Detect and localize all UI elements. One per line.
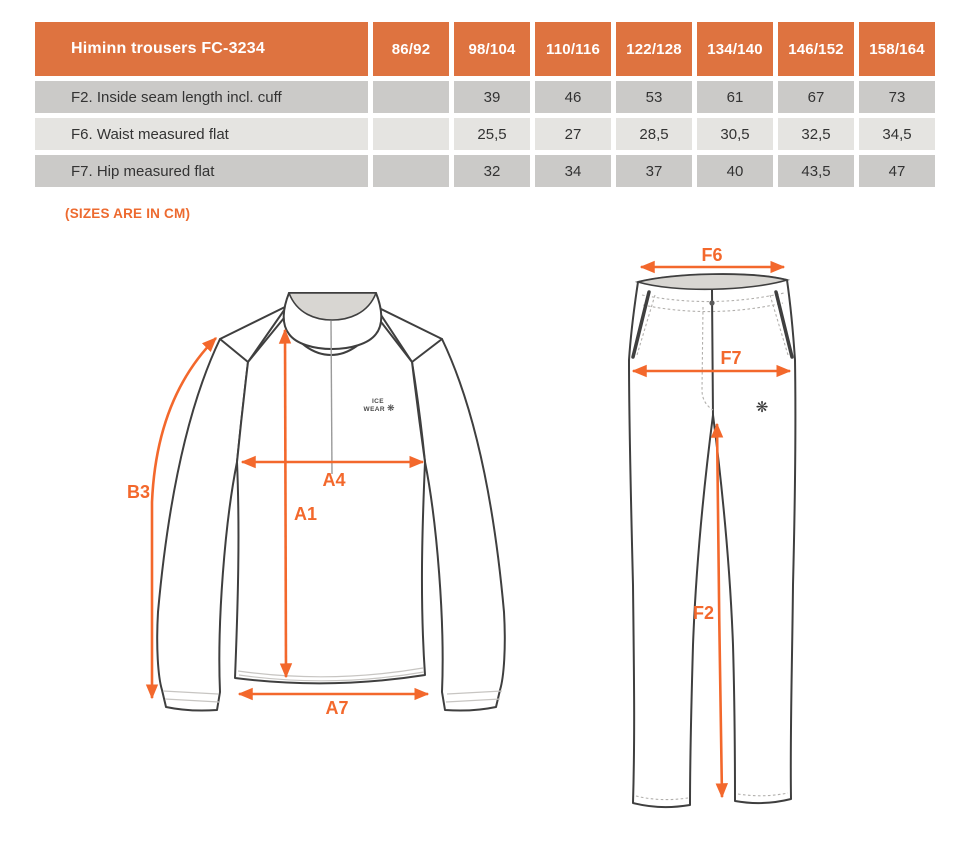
a1-arrow — [285, 330, 286, 677]
size-value-cell: 25,5 — [454, 118, 530, 150]
size-value-cell: 34,5 — [859, 118, 935, 150]
size-value-cell: 32 — [454, 155, 530, 187]
size-value-cell: 30,5 — [697, 118, 773, 150]
size-table — [35, 22, 935, 187]
size-value-cell: 32,5 — [778, 118, 854, 150]
size-column-header: 86/92 — [373, 22, 449, 76]
product-title-cell: Himinn trousers FC-3234 — [35, 22, 368, 76]
size-value-cell: 67 — [778, 81, 854, 113]
size-value-cell — [373, 155, 449, 187]
measure-row-label: F7. Hip measured flat — [35, 155, 368, 187]
measure-row-label: F6. Waist measured flat — [35, 118, 368, 150]
measure-row-label: F2. Inside seam length incl. cuff — [35, 81, 368, 113]
a7-label: A7 — [325, 698, 349, 718]
waist-button — [709, 300, 714, 305]
size-column-header: 158/164 — [859, 22, 935, 76]
size-value-cell: 28,5 — [616, 118, 692, 150]
b3-label: B3 — [127, 482, 151, 502]
center-front-seam — [712, 290, 713, 417]
sweater-diagram — [95, 262, 565, 767]
size-value-cell: 43,5 — [778, 155, 854, 187]
f2-label: F2 — [692, 603, 714, 623]
size-value-cell: 37 — [616, 155, 692, 187]
size-value-cell: 47 — [859, 155, 935, 187]
size-column-header: 110/116 — [535, 22, 611, 76]
icewear-logo-gear-icon: ❋ — [387, 404, 395, 414]
size-value-cell — [373, 81, 449, 113]
size-value-cell: 61 — [697, 81, 773, 113]
size-value-cell: 46 — [535, 81, 611, 113]
icewear-logo-line1: ICE — [371, 398, 384, 405]
size-value-cell: 73 — [859, 81, 935, 113]
size-value-cell: 53 — [616, 81, 692, 113]
units-note: (SIZES ARE IN CM) — [65, 206, 191, 221]
icewear-logo-line2: WEAR — [363, 406, 385, 413]
a4-label: A4 — [322, 470, 346, 490]
size-value-cell: 39 — [454, 81, 530, 113]
size-value-cell: 27 — [535, 118, 611, 150]
a1-label: A1 — [294, 504, 318, 524]
size-value-cell: 40 — [697, 155, 773, 187]
zipper-line — [331, 321, 332, 474]
size-value-cell — [373, 118, 449, 150]
size-column-header: 134/140 — [697, 22, 773, 76]
f7-label: F7 — [720, 348, 742, 368]
size-column-header: 146/152 — [778, 22, 854, 76]
f6-label: F6 — [701, 245, 723, 265]
snowflake-logo-icon: ❋ — [755, 398, 769, 416]
size-column-header: 98/104 — [454, 22, 530, 76]
size-column-header: 122/128 — [616, 22, 692, 76]
sweater-body — [235, 318, 425, 683]
size-value-cell: 34 — [535, 155, 611, 187]
trousers-diagram — [600, 245, 830, 825]
